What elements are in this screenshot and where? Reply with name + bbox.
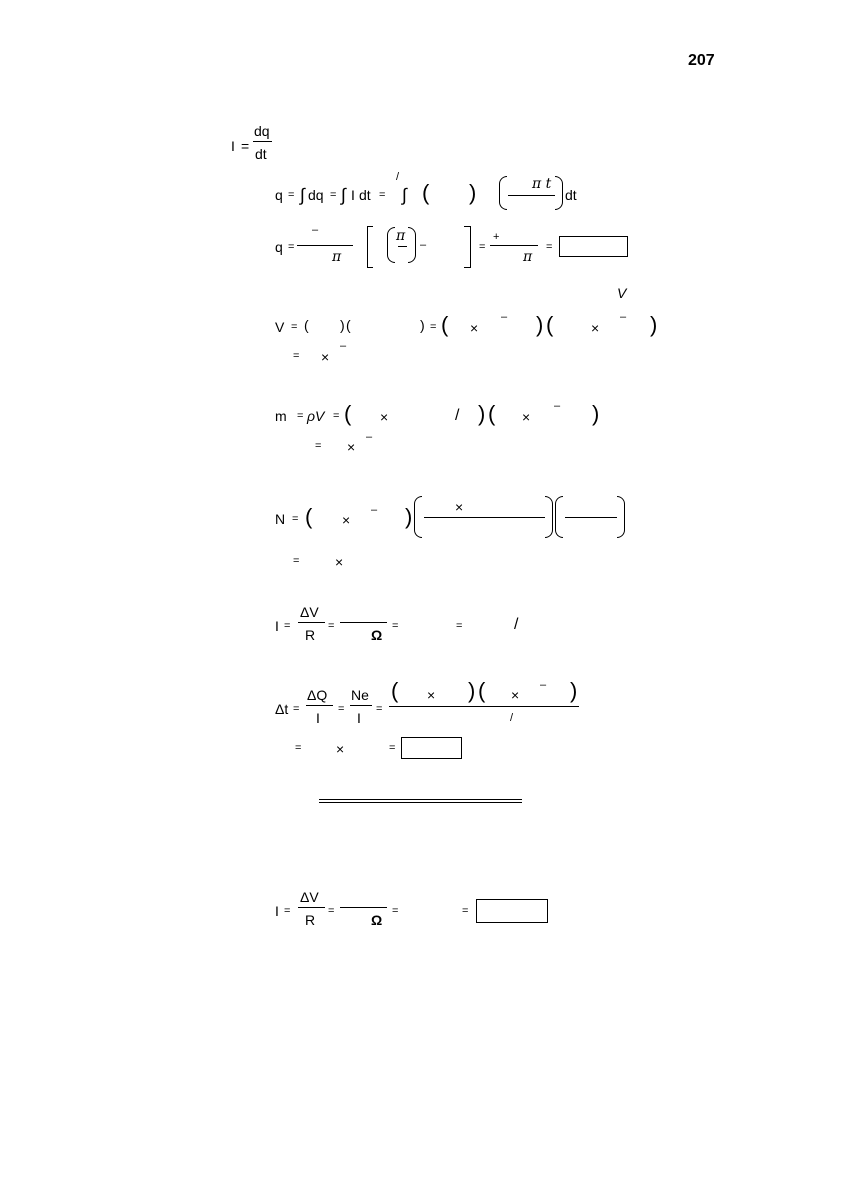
left-paren: ( bbox=[346, 317, 351, 333]
equals-sign: = bbox=[392, 620, 399, 632]
answer-box bbox=[559, 236, 628, 257]
minus-sign: – bbox=[340, 340, 347, 352]
minus-sign: – bbox=[620, 311, 627, 323]
symbol-dt: dt bbox=[565, 187, 577, 203]
denominator-pi: π bbox=[332, 249, 342, 265]
fraction-bar bbox=[340, 622, 387, 623]
symbol-delta-t: Δt bbox=[275, 701, 289, 717]
fraction-bar bbox=[298, 907, 325, 908]
right-paren: ) bbox=[340, 317, 345, 333]
numerator-dq: dq bbox=[254, 123, 270, 139]
equals-sign: = bbox=[291, 321, 298, 333]
answer-box bbox=[401, 737, 462, 759]
symbol-q: q bbox=[275, 187, 283, 203]
integral-sign: ∫ bbox=[341, 185, 346, 205]
left-paren: ( bbox=[391, 678, 399, 703]
minus-sign: – bbox=[366, 431, 373, 443]
denominator-pi: π bbox=[523, 249, 533, 265]
left-paren: ( bbox=[546, 312, 554, 337]
numerator-delta-V: ΔV bbox=[300, 604, 319, 620]
denominator-R: R bbox=[305, 627, 316, 643]
equals-sign: = bbox=[293, 555, 300, 567]
equals-sign: = bbox=[293, 350, 300, 362]
numerator-delta-V: ΔV bbox=[300, 889, 319, 905]
equals-sign: = bbox=[288, 189, 295, 201]
minus-sign: – bbox=[540, 679, 547, 691]
fraction-bar bbox=[398, 246, 407, 247]
fraction-bar bbox=[389, 706, 579, 707]
symbol-m: m bbox=[275, 408, 287, 424]
numerator-delta-Q: ΔQ bbox=[307, 687, 328, 703]
right-paren bbox=[408, 227, 416, 263]
fraction-bar bbox=[490, 245, 538, 246]
numerator-pi-t: π t bbox=[532, 176, 552, 192]
equals-sign: = bbox=[330, 189, 337, 201]
left-paren bbox=[387, 227, 395, 263]
times-sign: × bbox=[336, 741, 345, 757]
right-paren: ) bbox=[592, 401, 600, 426]
slash: / bbox=[514, 616, 519, 633]
denominator-I: I bbox=[357, 710, 361, 726]
slash: / bbox=[396, 171, 400, 183]
numerator-Ne: Ne bbox=[351, 687, 369, 703]
symbol-I: I bbox=[275, 618, 279, 634]
equals-sign: = bbox=[315, 440, 322, 452]
equals-sign: = bbox=[546, 241, 553, 253]
equals-sign: = bbox=[338, 703, 345, 715]
fraction-bar bbox=[508, 195, 555, 196]
plus-sign: + bbox=[493, 231, 500, 243]
symbol-N: N bbox=[275, 511, 286, 527]
equals-sign: = bbox=[328, 620, 335, 632]
symbol-q: q bbox=[275, 239, 283, 255]
double-rule-top bbox=[319, 799, 522, 800]
minus-sign: – bbox=[501, 311, 508, 323]
times-sign: × bbox=[347, 439, 356, 455]
symbol-V-italic: V bbox=[617, 285, 627, 301]
left-paren: ( bbox=[422, 180, 430, 205]
right-bracket bbox=[470, 226, 471, 268]
left-paren: ( bbox=[344, 401, 352, 426]
times-sign: × bbox=[427, 687, 436, 703]
equals-sign: = bbox=[379, 189, 386, 201]
left-paren: ( bbox=[488, 401, 496, 426]
left-paren bbox=[414, 496, 422, 538]
equals-sign: = bbox=[389, 742, 396, 754]
denominator-I: I bbox=[316, 710, 320, 726]
fraction-bar bbox=[297, 245, 353, 246]
left-paren: ( bbox=[304, 317, 309, 333]
fraction-bar bbox=[306, 705, 333, 706]
times-sign: × bbox=[470, 320, 479, 336]
symbol-dq: dq bbox=[308, 187, 324, 203]
equals-sign: = bbox=[295, 742, 302, 754]
times-sign: × bbox=[511, 687, 520, 703]
equals-sign: = bbox=[292, 513, 299, 525]
symbol-V: V bbox=[275, 319, 285, 335]
left-bracket bbox=[367, 226, 368, 268]
right-paren: ) bbox=[420, 317, 425, 333]
times-sign: × bbox=[321, 349, 330, 365]
left-paren bbox=[555, 496, 563, 538]
minus-sign: – bbox=[554, 400, 561, 412]
right-paren: ) bbox=[469, 180, 477, 205]
slash: / bbox=[455, 407, 460, 424]
left-paren: ( bbox=[478, 678, 486, 703]
right-paren bbox=[555, 176, 563, 210]
right-paren: ) bbox=[405, 504, 413, 529]
equals-sign: = bbox=[284, 905, 291, 917]
integral-sign: ∫ bbox=[402, 185, 407, 205]
slash: / bbox=[510, 712, 514, 724]
equals-sign: = bbox=[333, 410, 340, 422]
denominator-dt: dt bbox=[255, 146, 267, 162]
denominator-R: R bbox=[305, 912, 316, 928]
symbol-I: I bbox=[275, 903, 279, 919]
fraction-bar bbox=[340, 907, 387, 908]
page-number: 207 bbox=[688, 52, 715, 69]
numerator-pi: π bbox=[396, 228, 406, 244]
equals-sign: = bbox=[376, 703, 383, 715]
equals-sign: = bbox=[288, 241, 295, 253]
right-paren: ) bbox=[570, 678, 578, 703]
equals-sign: = bbox=[241, 138, 250, 154]
times-sign: × bbox=[342, 512, 351, 528]
times-sign: × bbox=[380, 409, 389, 425]
equals-sign: = bbox=[297, 410, 304, 422]
fraction-bar bbox=[424, 517, 545, 518]
left-paren: ( bbox=[441, 312, 449, 337]
right-paren: ) bbox=[478, 401, 486, 426]
equals-sign: = bbox=[328, 905, 335, 917]
right-paren bbox=[617, 496, 625, 538]
equals-sign: = bbox=[392, 905, 399, 917]
minus-sign: – bbox=[420, 239, 427, 251]
left-paren bbox=[499, 176, 507, 210]
equals-sign: = bbox=[284, 620, 291, 632]
equals-sign: = bbox=[462, 905, 469, 917]
ohm-symbol: Ω bbox=[371, 912, 383, 928]
symbol-dt: dt bbox=[359, 187, 371, 203]
right-paren bbox=[545, 496, 553, 538]
fraction-bar bbox=[298, 622, 325, 623]
times-sign: × bbox=[591, 320, 600, 336]
minus-sign: – bbox=[312, 224, 319, 236]
minus-sign: – bbox=[371, 504, 378, 516]
symbol-I: I bbox=[351, 187, 355, 203]
rho-V: ρV bbox=[307, 408, 325, 424]
fraction-bar bbox=[565, 517, 617, 518]
fraction-bar bbox=[350, 705, 372, 706]
right-paren: ) bbox=[468, 678, 476, 703]
times-sign: × bbox=[455, 499, 464, 515]
double-rule-bottom bbox=[319, 802, 522, 803]
equals-sign: = bbox=[456, 620, 463, 632]
right-paren: ) bbox=[536, 312, 544, 337]
left-paren: ( bbox=[305, 504, 313, 529]
equals-sign: = bbox=[479, 241, 486, 253]
ohm-symbol: Ω bbox=[371, 627, 383, 643]
equals-sign: = bbox=[293, 703, 300, 715]
times-sign: × bbox=[522, 409, 531, 425]
equals-sign: = bbox=[430, 321, 437, 333]
fraction-bar bbox=[253, 141, 272, 142]
symbol-I: I bbox=[231, 138, 235, 154]
integral-sign: ∫ bbox=[300, 185, 305, 205]
answer-box bbox=[476, 899, 548, 923]
right-paren: ) bbox=[650, 312, 658, 337]
times-sign: × bbox=[335, 554, 344, 570]
